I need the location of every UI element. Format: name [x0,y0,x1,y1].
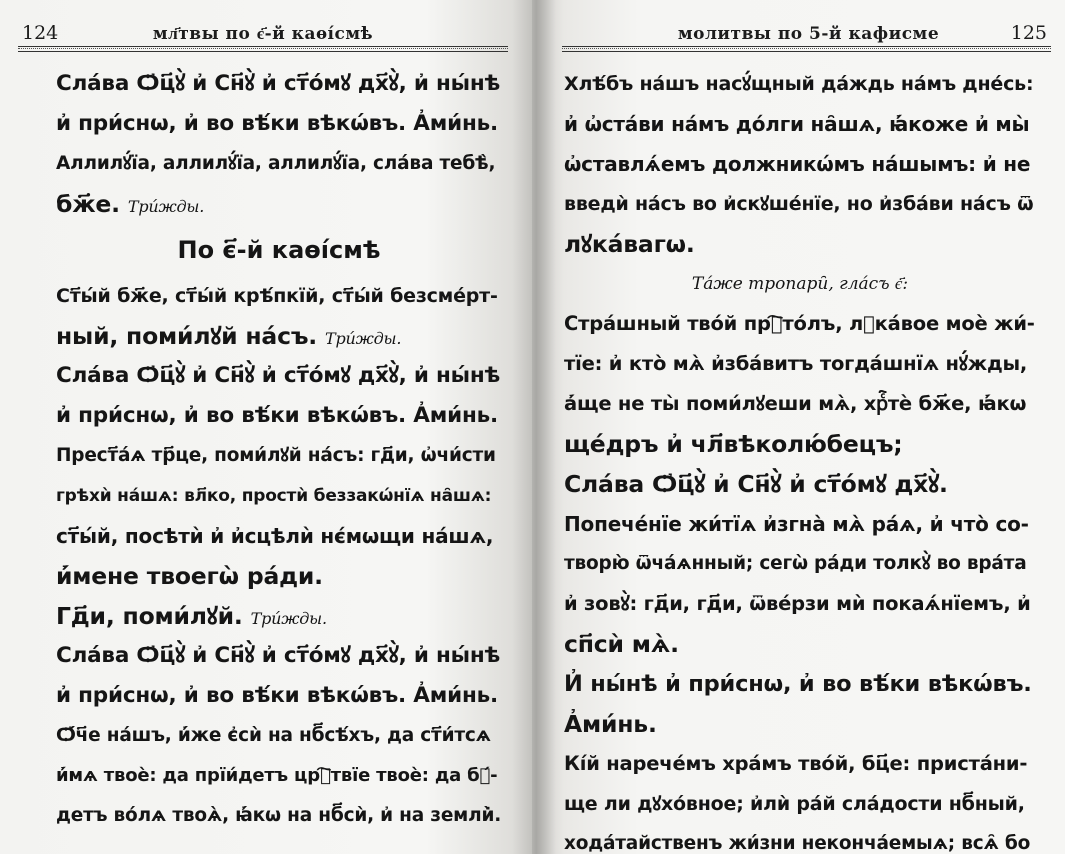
text-line [564,744,1036,784]
text-line [564,224,1036,264]
rubric-note: Три́жды. [325,329,402,348]
line-text: хода́тайственъ жи́зни неконча́емыѧ; всѧ̑ бо [564,833,1031,854]
left-page [0,0,532,854]
line-text: а҆́ще не ты̀ поми́лꙋеши мѧ̀, хрⷭ҇тѐ бж҃е, ꙗ҆́кѡ [564,392,1027,415]
text-line [564,704,1036,744]
line-text: Сла́ва Ѻ҆ц҃ꙋ̀ и҆ Сн҃ꙋ̀ и҆ ст҃о́мꙋ дх҃ꙋ̀, и҆ ны́нѣ [56,643,501,668]
line-text: и҆ при́снѡ, и҆ во вѣ́ки вѣкѡ́въ. А҆ми́нь. [56,403,498,428]
text-line [564,584,1036,624]
line-text: Хлѣ́бъ на́шъ насꙋ́щный да́ждь на́мъ дне́сь: [564,73,1034,95]
line-text: Та́же тропари̑, гла́съ є҃: [691,274,909,294]
line-text: детъ во́лѧ твоѧ̀, ꙗ҆́кѡ на нб҃сѝ, и҆ на земли̇̀. [56,805,502,826]
text-line [56,104,502,144]
text-line [56,796,502,836]
text-line [56,476,502,516]
line-text: щéдръ и҆ чл҃вѣколю́бецъ; [564,430,903,458]
text-line [56,144,502,184]
text-line [56,756,502,796]
rubric-note: Три́жды. [127,197,205,216]
line-text: Гд҃и, поми́лꙋй. [56,602,243,630]
line-text: введѝ на́съ во и҆скꙋше́нїе, но и҆зба́ви на́съ ѿ [564,193,1034,215]
text-line [564,784,1036,824]
text-line [564,624,1036,664]
text-line [56,396,502,436]
text-line [564,464,1036,504]
line-text: И҆ ны́нѣ и҆ при́снѡ, и҆ во вѣ́ки вѣкѡ́въ. [564,671,1032,697]
right-page [532,0,1065,854]
line-text: и҆́мене твоегѡ̀ ра́ди. [56,562,323,590]
line-text: А҆ми́нь. [564,710,657,738]
text-line [564,544,1036,584]
text-line [564,304,1036,344]
line-text: и҆ ѡ҆ста́ви на́мъ до́лги на̑шѧ, ꙗ҆́коже и҆ мы̀ [564,112,1030,136]
text-line [564,824,1036,854]
header-rule [562,46,1051,52]
line-text: бж҃е. [56,190,120,218]
text-line [564,664,1036,704]
header-rule [18,46,508,52]
line-text: ще ли дꙋхо́вное; и҆лѝ ра́й сла́дости нб҃ный, [564,793,1025,815]
line-text: ный, поми́лꙋй на́съ. [56,322,318,350]
text-line [564,64,1036,104]
line-text: Попече́нїе жи́тїѧ и҆згна̀ мѧ̀ ра́ѧ, и҆ что̀ со- [564,512,1029,536]
line-text: Стра́шный тво́й прⷭ҇то́лъ, лꙋка́вое моѐ жи́- [564,312,1035,335]
line-text: и҆ при́снѡ, и҆ во вѣ́ки вѣкѡ́въ. А҆ми́нь. [56,683,498,708]
left-page-text [56,64,502,836]
text-line [564,384,1036,424]
text-line [56,636,502,676]
text-line [56,64,502,104]
section-subtitle [564,264,1036,304]
text-line [564,144,1036,184]
running-head: мл҃твы по є҃-й каѳі́смѣ [152,24,374,44]
line-text: По є҃-й каѳі́смѣ [177,236,381,264]
line-text: грѣхѝ на́шѧ: вл҃ко, простѝ беззакѡ́нїѧ на̑шѧ: [56,486,492,506]
line-text: и҆ при́снѡ, и҆ во вѣ́ки вѣкѡ́въ. А҆ми́нь. [56,111,498,136]
line-text: Ѻ҆́ч҃е на́шъ, и҆́же є҆сѝ на нб҃сѣ́хъ, да ст҃и́тсѧ [56,725,491,746]
text-line [56,596,502,636]
line-text: Прест҃а́ѧ тр҃це, поми́лꙋй на́съ: гд҃и, ѡ҆чи́сти [56,445,496,466]
text-line [56,516,502,556]
line-text: Сла́ва Ѻ҆ц҃ꙋ̀ и҆ Сн҃ꙋ̀ и҆ ст҃о́мꙋ дх҃ꙋ̀, и҆ ны́нѣ [56,363,501,388]
line-text: Аллилꙋ́їа, аллилꙋ́їа, аллилꙋ́їа, сла́ва тебѣ̀, [56,153,496,174]
section-title [56,224,502,276]
line-text: тїе: и҆ кто̀ мѧ̀ и҆зба́витъ тогда́шнїѧ нꙋ́жды, [564,352,1028,375]
rubric-note: Три́жды. [250,609,327,628]
text-line [564,424,1036,464]
line-text: лꙋка́вагѡ. [564,230,695,258]
line-text: Сла́ва Ѻ҆ц҃ꙋ̀ и҆ Сн҃ꙋ̀ и҆ ст҃о́мꙋ дх҃ꙋ̀. [564,470,948,498]
line-text: творю̀ ѿча́ѧнный; сегѡ̀ ра́ди толкꙋ̀ во вра́та [564,553,1027,574]
running-head: молитвы по 5-й кафисме [677,24,940,44]
line-text: ѡ҆ставлѧ́емъ должникѡ́мъ на́шымъ: и҆ не [564,152,1031,176]
text-line [564,184,1036,224]
text-line [564,344,1036,384]
line-text: и҆́мѧ твоѐ: да прїи́детъ црⷭ҇твїе твоѐ: да бꙋ́- [56,765,498,786]
text-line [56,184,502,224]
line-text: ст҃ы́й, посѣтѝ и҆ и҆сцѣлѝ нє́мѡщи на́шѧ, [56,524,494,548]
page-number: 125 [1010,22,1047,44]
line-text: сп҃сѝ мѧ̀. [564,630,679,658]
text-line [564,504,1036,544]
text-line [56,436,502,476]
line-text: Ст҃ы́й бж҃е, ст҃ы́й крѣ́пкїй, ст҃ы́й безсме́рт- [56,285,498,307]
line-text: Кі́й нарече́мъ хра́мъ тво́й, бц҃е: приста́ни- [564,752,1028,775]
line-text: и҆ зовꙋ̀: гд҃и, гд҃и, ѿве́рзи мѝ покаѧ́нїемъ, и҆ [564,592,1031,615]
text-line [56,316,502,356]
text-line [56,556,502,596]
text-line [56,676,502,716]
text-line [564,104,1036,144]
line-text: Сла́ва Ѻ҆ц҃ꙋ̀ и҆ Сн҃ꙋ̀ и҆ ст҃о́мꙋ дх҃ꙋ̀, и҆ ны́нѣ [56,71,501,96]
right-page-text [564,64,1036,854]
text-line [56,356,502,396]
text-line [56,276,502,316]
page-number: 124 [22,22,59,44]
text-line [56,716,502,756]
